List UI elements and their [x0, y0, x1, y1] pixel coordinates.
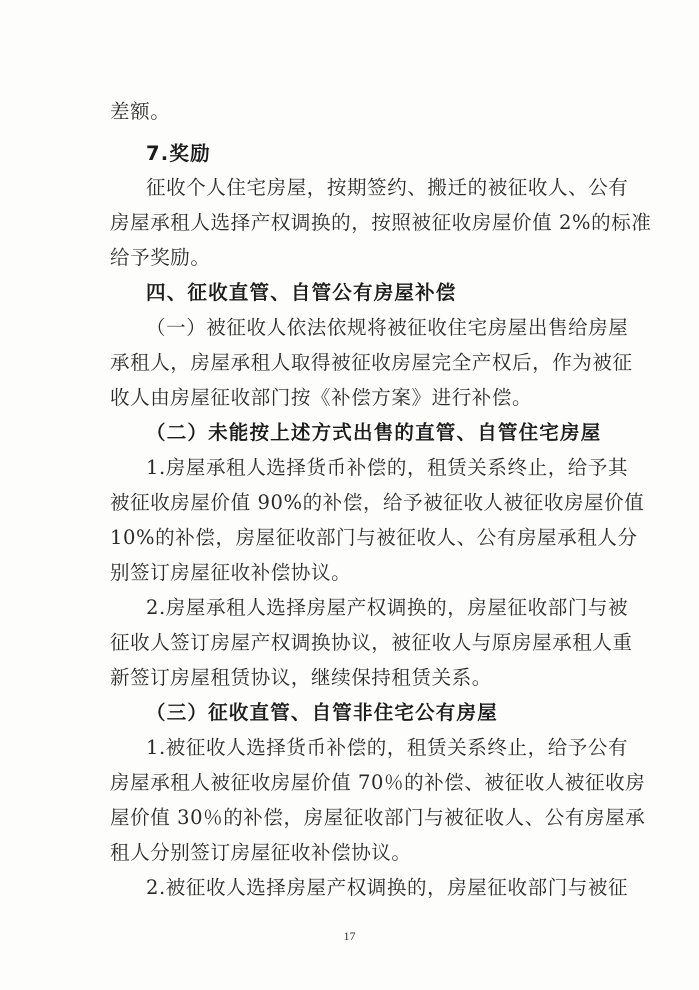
- paragraph-line: （一）被征收人依法依规将被征收住宅房屋出售给房屋: [146, 316, 629, 339]
- paragraph-line: 差额。: [110, 100, 171, 123]
- page-number: 17: [343, 929, 356, 943]
- paragraph-line: 1.被征收人选择货币补偿的，租赁关系终止，给予公有: [146, 736, 629, 759]
- paragraph-line: 承租人，房屋承租人取得被征收房屋完全产权后，作为被征: [110, 351, 633, 374]
- subsection-heading: 7.奖励: [146, 142, 211, 165]
- paragraph-line: 房屋承租人选择产权调换的，按照被征收房屋价值 2%的标准: [110, 211, 652, 234]
- paragraph-line: 1.房屋承租人选择货币补偿的，租赁关系终止，给予其: [146, 456, 629, 479]
- paragraph-line: 给予奖励。: [110, 246, 211, 269]
- subsection-heading: （二）未能按上述方式出售的直管、自管住宅房屋: [146, 421, 602, 444]
- paragraph-line: 被征收房屋价值 90%的补偿，给予被征收人被征收房屋价值: [110, 491, 645, 514]
- paragraph-line: 屋价值 30％的补偿，房屋征收部门与被征收人、公有房屋承: [110, 806, 646, 829]
- paragraph-line: 别签订房屋征收补偿协议。: [110, 561, 352, 584]
- paragraph-line: 2.房屋承租人选择房屋产权调换的，房屋征收部门与被: [146, 596, 629, 619]
- paragraph-line: 10%的补偿，房屋征收部门与被征收人、公有房屋承租人分: [110, 526, 638, 549]
- paragraph-line: 收人由房屋征收部门按《补偿方案》进行补偿。: [110, 386, 533, 409]
- paragraph-line: 新签订房屋租赁协议，继续保持租赁关系。: [110, 666, 492, 689]
- paragraph-line: 房屋承租人被征收房屋价值 70％的补偿、被征收人被征收房: [110, 771, 646, 794]
- paragraph-line: 征收个人住宅房屋，按期签约、搬迁的被征收人、公有: [146, 176, 629, 199]
- subsection-heading: （三）征收直管、自管非住宅公有房屋: [146, 701, 498, 724]
- paragraph-line: 2.被征收人选择房屋产权调换的，房屋征收部门与被征: [146, 876, 629, 899]
- paragraph-line: 租人分别签订房屋征收补偿协议。: [110, 841, 412, 864]
- section-heading: 四、征收直管、自管公有房屋补偿: [146, 281, 457, 304]
- paragraph-line: 征收人签订房屋产权调换协议，被征收人与原房屋承租人重: [110, 631, 633, 654]
